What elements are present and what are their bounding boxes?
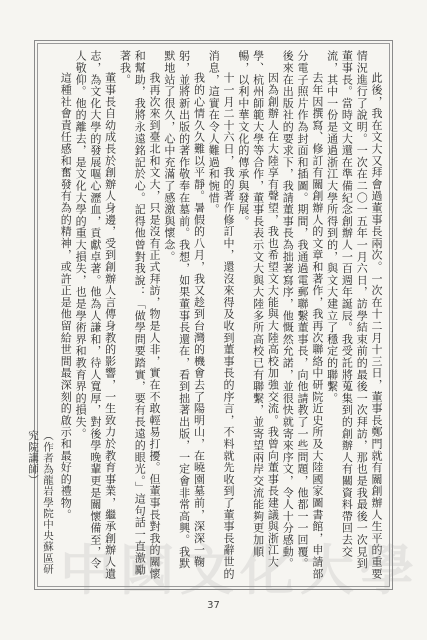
- watermark: 中國文化大學: [60, 538, 420, 602]
- page-number: 37: [207, 600, 220, 611]
- paragraph: 去年因撰寫、修訂有關創辦人的文章和著作，我再次聯絡中研院近史所及大陸國家圖書館，申請部分電子照片作為封面和插圖。期間，我通過電郵聯繫董事長，向他請教了一些問題，他都一一回覆。後來在出版社的要求下，我請董事長為拙著寫序，他慨然允諾，並很快就寄來序文，令人十分感動。: [281, 50, 324, 580]
- paragraph: 我再次來到臺北和文大，只是沒有正式拜訪，物是人非，實在不敢輕易打擾。但董事長對我的關懷和幫助，我將永遠銘記於心。記得他曾對我說：「做學問要踏實，要有長遠的眼光。」這句話一直激勵著我。: [118, 50, 162, 580]
- paragraph: 此後，我在文大又拜會過董事長兩次。一次在十二月十三日，董事長鄭門就有關創辦人生平的重要情況進行了說明。一次在二〇一五年一月六日，訪學結束前的最後一次拜訪，那也是我最後一次見到董事長。當時文大還在準備紀念創辦人一百週年誕辰。我受託將蒐集到的創辦人有關資料帶回去交流，其中一份是通過浙江大學所得到的，與文大建立了穩定的聯繫。: [325, 50, 383, 580]
- author-attribution: （作者為龍岩學院中央蘇區研究院講師）: [27, 430, 54, 575]
- paragraph: 我的心情久久難以平靜。暑假的八月，我又趁到台灣的機會去了陽明山，在曉園墓前，深深一鞠躬，並將新出版的著作敬奉在墓前。我想，如果董事長還在，看到拙著出版，一定會非常高興。我默默地站了很久，心中充滿了感激與懷念。: [162, 50, 206, 570]
- paragraph: 這種社會責任感和奮發有為的精神，或許正是他留給世間最深刻的啟示和最好的禮物。: [59, 72, 73, 521]
- paragraph: 十一月二十六日，我的著作修訂中，還沒來得及收到董事長的序言，不料就先收到了董事長辭世的消息，這實在令人難過和惋惜。: [207, 50, 236, 580]
- article-body: [42, 50, 383, 580]
- paragraph: 因為創辦人在大陸享有聲望，我也希望文大能與大陸高校加強交流。我曾向董事長建議與浙江大學、杭州師範大學等合作，董事長表示文大與大陸多所高校已有聯繫，並寄望兩岸交流能夠更加順暢，以利中華文化的傳承與發展。: [236, 50, 280, 568]
- paragraph: 董事長自幼成長於創辦人身邊，受到創辦人言傳身教的影響，一生致力於教育事業，繼承創辦人遺志，為文化大學的發展嘔心瀝血，貢獻卓著。他為人謙和，待人寬厚，對後學晚輩更是關懷備至，令人敬仰。他的離去，是文化大學的重大損失，也是學術界和教育界的損失。: [74, 50, 117, 580]
